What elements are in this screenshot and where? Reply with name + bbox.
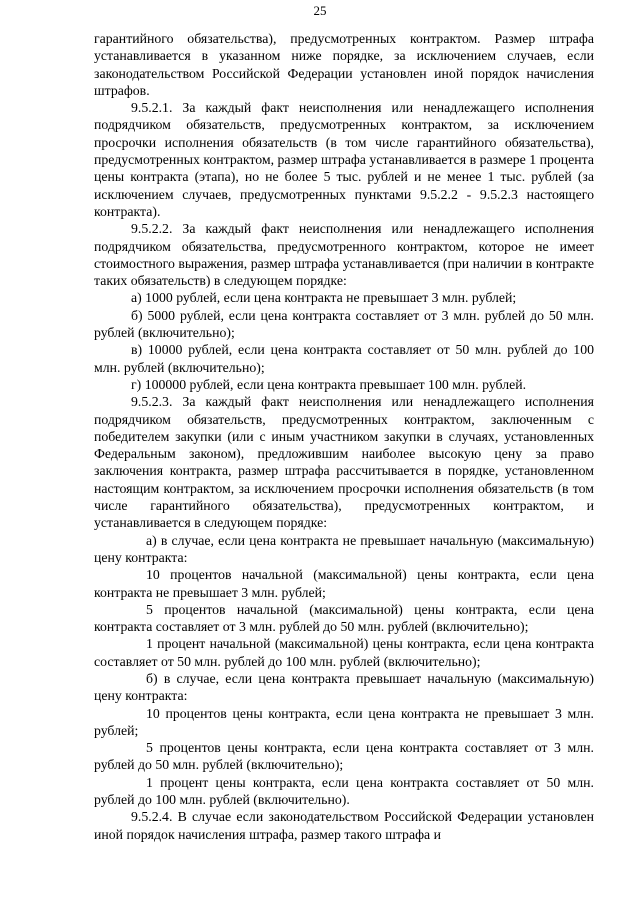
page-number: 25 [313,3,327,18]
list-item: 1 процент начальной (максимальной) цены контракта, если цена контракта составляет от 50 млн. рублей до 100 млн. рублей (включительно); [94,636,594,669]
paragraph: 9.5.2.2. За каждый факт неисполнения или ненадлежащего исполнения подрядчиком обязательства, предусмотренного контрактом, которое не имеет стоимостного выражения, размер штрафа устанавливается (при наличии в контракте таких обязательств) в следующем порядке: [94,221,594,289]
paragraph: 9.5.2.1. За каждый факт неисполнения или ненадлежащего исполнения подрядчиком обязательств, предусмотренных контрактом, за исключением просрочки исполнения обязательств (в том числе гарантийного обязательства), предусмотренных контрактом, размер штрафа устанавливается в размере 1 процента цены контракта (этапа), но не более 5 тыс. рублей и не менее 1 тыс. рублей (за исключением случаев, предусмотренных пунктами 9.5.2.2 - 9.5.2.3 настоящего контракта). [94,100,594,219]
paragraph: 9.5.2.4. В случае если законодательством Российской Федерации установлен иной порядок начисления штрафа, размер такого штрафа и [94,809,594,842]
list-item: а) в случае, если цена контракта не превышает начальную (максимальную) цену контракта: [94,532,594,565]
list-item: 1 процент цены контракта, если цена контракта составляет от 50 млн. рублей до 100 млн. рублей (включительно). [94,774,594,808]
list-item: в) 10000 рублей, если цена контракта составляет от 50 млн. рублей до 100 млн. рублей (включительно); [94,342,594,375]
list-item: 5 процентов цены контракта, если цена контракта составляет от 3 млн. рублей до 50 млн. рублей (включительно); [94,740,594,773]
document-body [94,30,594,843]
list-item: б) в случае, если цена контракта превышает начальную (максимальную) цену контракта: [94,670,594,704]
list-item: 10 процентов цены контракта, если цена контракта не превышает 3 млн. рублей; [94,705,594,738]
paragraph: гарантийного обязательства), предусмотренных контрактом. Размер штрафа устанавливается в указанном ниже порядке, за исключением случаев, если законодательством Российской Федерации установлен иной порядок начисления штрафов. [94,31,594,98]
paragraph: 9.5.2.3. За каждый факт неисполнения или ненадлежащего исполнения подрядчиком обязательств, предусмотренных контрактом, заключенным с победителем закупки (или с иным участником закупки в случаях, установленных Федеральным законом), предложившим наиболее высокую цену за право заключения контракта, размер штрафа рассчитывается в порядке, установленном настоящим контрактом, за исключением просрочки исполнения обязательств (в том числе гарантийного обязательства), предусмотренных контрактом, и устанавливается в следующем порядке: [94,394,594,531]
list-item: а) 1000 рублей, если цена контракта не превышает 3 млн. рублей; [131,290,517,306]
list-item: г) 100000 рублей, если цена контракта превышает 100 млн. рублей. [131,376,527,392]
list-item: 10 процентов начальной (максимальной) цены контракта, если цена контракта не превышает 3 млн. рублей; [94,567,594,600]
list-item: б) 5000 рублей, если цена контракта составляет от 3 млн. рублей до 50 млн. рублей (включительно); [94,307,594,341]
list-item: 5 процентов начальной (максимальной) цены контракта, если цена контракта составляет от 3 млн. рублей до 50 млн. рублей (включительно); [94,601,594,635]
